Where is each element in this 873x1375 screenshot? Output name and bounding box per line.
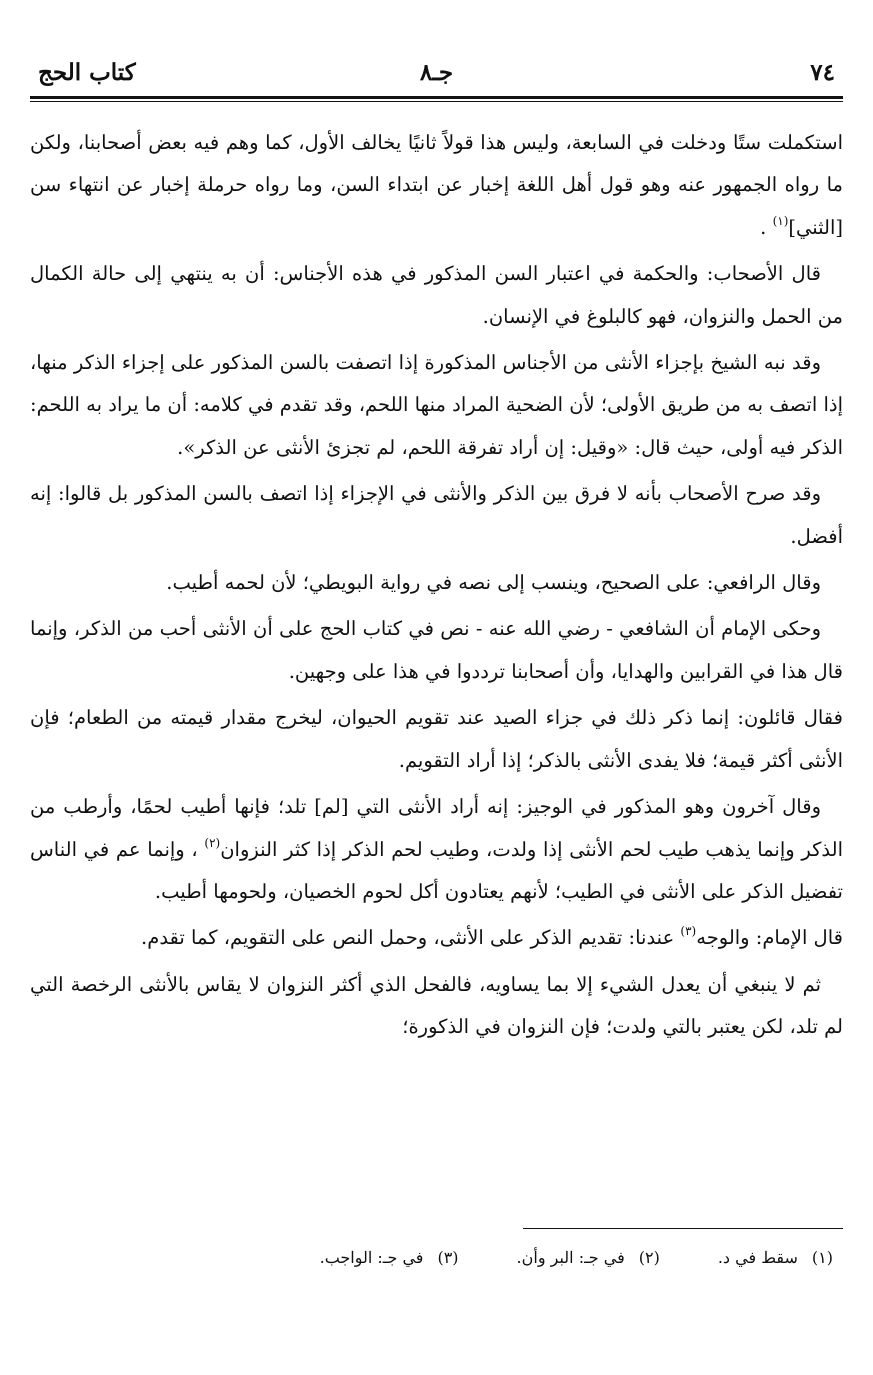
paragraph-2: قال الأصحاب: والحكمة في اعتبار السن المذكور في هذه الأجناس: أن به ينتهي إلى حالة الكمال من الحمل والنزوان، فهو كالبلوغ في الإنسان. [30,262,843,328]
paragraph-4: وقد صرح الأصحاب بأنه لا فرق بين الذكر والأنثى في الإجزاء إذا اتصف بالسن المذكور بل قالوا: إنه أفضل. [30,482,843,548]
paragraph-text: ، وإنما عم في الناس تفضيل الذكر على الأنثى في الطيب؛ لأنهم يعتادون أكل لحوم الخصيان، ولحومها أطيب. [30,837,843,903]
footnote-number: (٢) [638,1248,660,1267]
page-number: ٧٤ [810,59,835,86]
footnote-text: في جـ: الواجب. [319,1248,424,1267]
paragraph-3: وقد نبه الشيخ بإجزاء الأنثى من الأجناس المذكورة إذا اتصفت بالسن المذكور على إجزاء الذكر منها، إذا اتصف به من طريق الأولى؛ لأن الضحية المراد منها اللحم، وقد تقدم في كلامه: أن ما يراد به اللحم: الذكر فيه أولى، حيث قال: «وقيل: إن أراد تفرقة اللحم، لم تجزئ الأنثى عن الذكر». [30,351,843,459]
book-title: كتاب الحج [38,59,136,86]
footnote-2 [517,1244,660,1272]
footnote-separator [523,1228,843,1229]
footnote-text: في جـ: البر وأن. [516,1248,625,1267]
paragraph-6: وحكى الإمام أن الشافعي - رضي الله عنه - نص في كتاب الحج على أن الأنثى أحب من الذكر، وإنما قال هذا في القرابين والهدايا، وأن أصحابنا ترددوا في هذا على وجهين. [30,617,843,683]
body-text [30,122,843,1053]
paragraph-8 [30,786,843,913]
paragraph-7: فقال قائلون: إنما ذكر ذلك في جزاء الصيد عند تقويم الحيوان، ليخرج مقدار قيمته من الطعام؛ فإن الأنثى أكثر قيمة؛ فلا يفدى الأنثى بالذكر؛ إذا أراد التقويم. [30,706,843,772]
footnotes [30,1244,833,1272]
running-header [30,56,843,90]
paragraph-5: وقال الرافعي: على الصحيح، وينسب إلى نصه في رواية البويطي؛ لأن لحمه أطيب. [166,571,821,595]
footnote-text: سقط في د. [717,1248,798,1267]
footnote-marker-1: (١) [772,213,789,228]
paragraph-1 [30,122,843,249]
footnote-1 [718,1244,833,1272]
paragraph-text: عندنا: تقديم الذكر على الأنثى، وحمل النص على التقويم، كما تقدم. [141,926,681,950]
footnote-number: (٣) [437,1248,459,1267]
header-rule-thick [30,96,843,99]
paragraph-text: وقال آخرون وهو المذكور في الوجيز: إنه أراد الأنثى التي [لم] تلد؛ فإنها أطيب لحمًا، وأرطب من الذكر وإنما يذهب طيب لحم الأنثى إذا ولدت، وطيب لحم الذكر إذا كثر النزوان [30,795,843,861]
footnote-3 [320,1244,459,1272]
paragraph-10: ثم لا ينبغي أن يعدل الشيء إلا بما يساويه، فالفحل الذي أكثر النزوان لا يقاس بالأنثى الرخصة التي لم تلد، لكن يعتبر بالتي ولدت؛ فإن النزوان في الذكورة؛ [30,972,843,1039]
paragraph-9 [30,917,843,959]
paragraph-text: استكملت ستًا ودخلت في السابعة، وليس هذا قولاً ثانيًا يخالف الأول، كما وهم فيه بعض أصحابنا، ولكن ما رواه الجمهور عنه وهو قول أهل اللغة إخبار عن ابتداء السن، وما رواه حرملة إخبار عن انتهاء سن [الثني] [30,131,843,239]
footnote-number: (١) [811,1248,833,1267]
paragraph-text: قال الإمام: والوجه [696,926,843,950]
header-rule-thin [30,101,843,102]
footnote-marker-3: (٣) [680,924,697,939]
paragraph-text: . [760,215,773,239]
footnote-marker-2: (٢) [204,835,221,850]
volume-label: جـ٨ [419,59,454,86]
